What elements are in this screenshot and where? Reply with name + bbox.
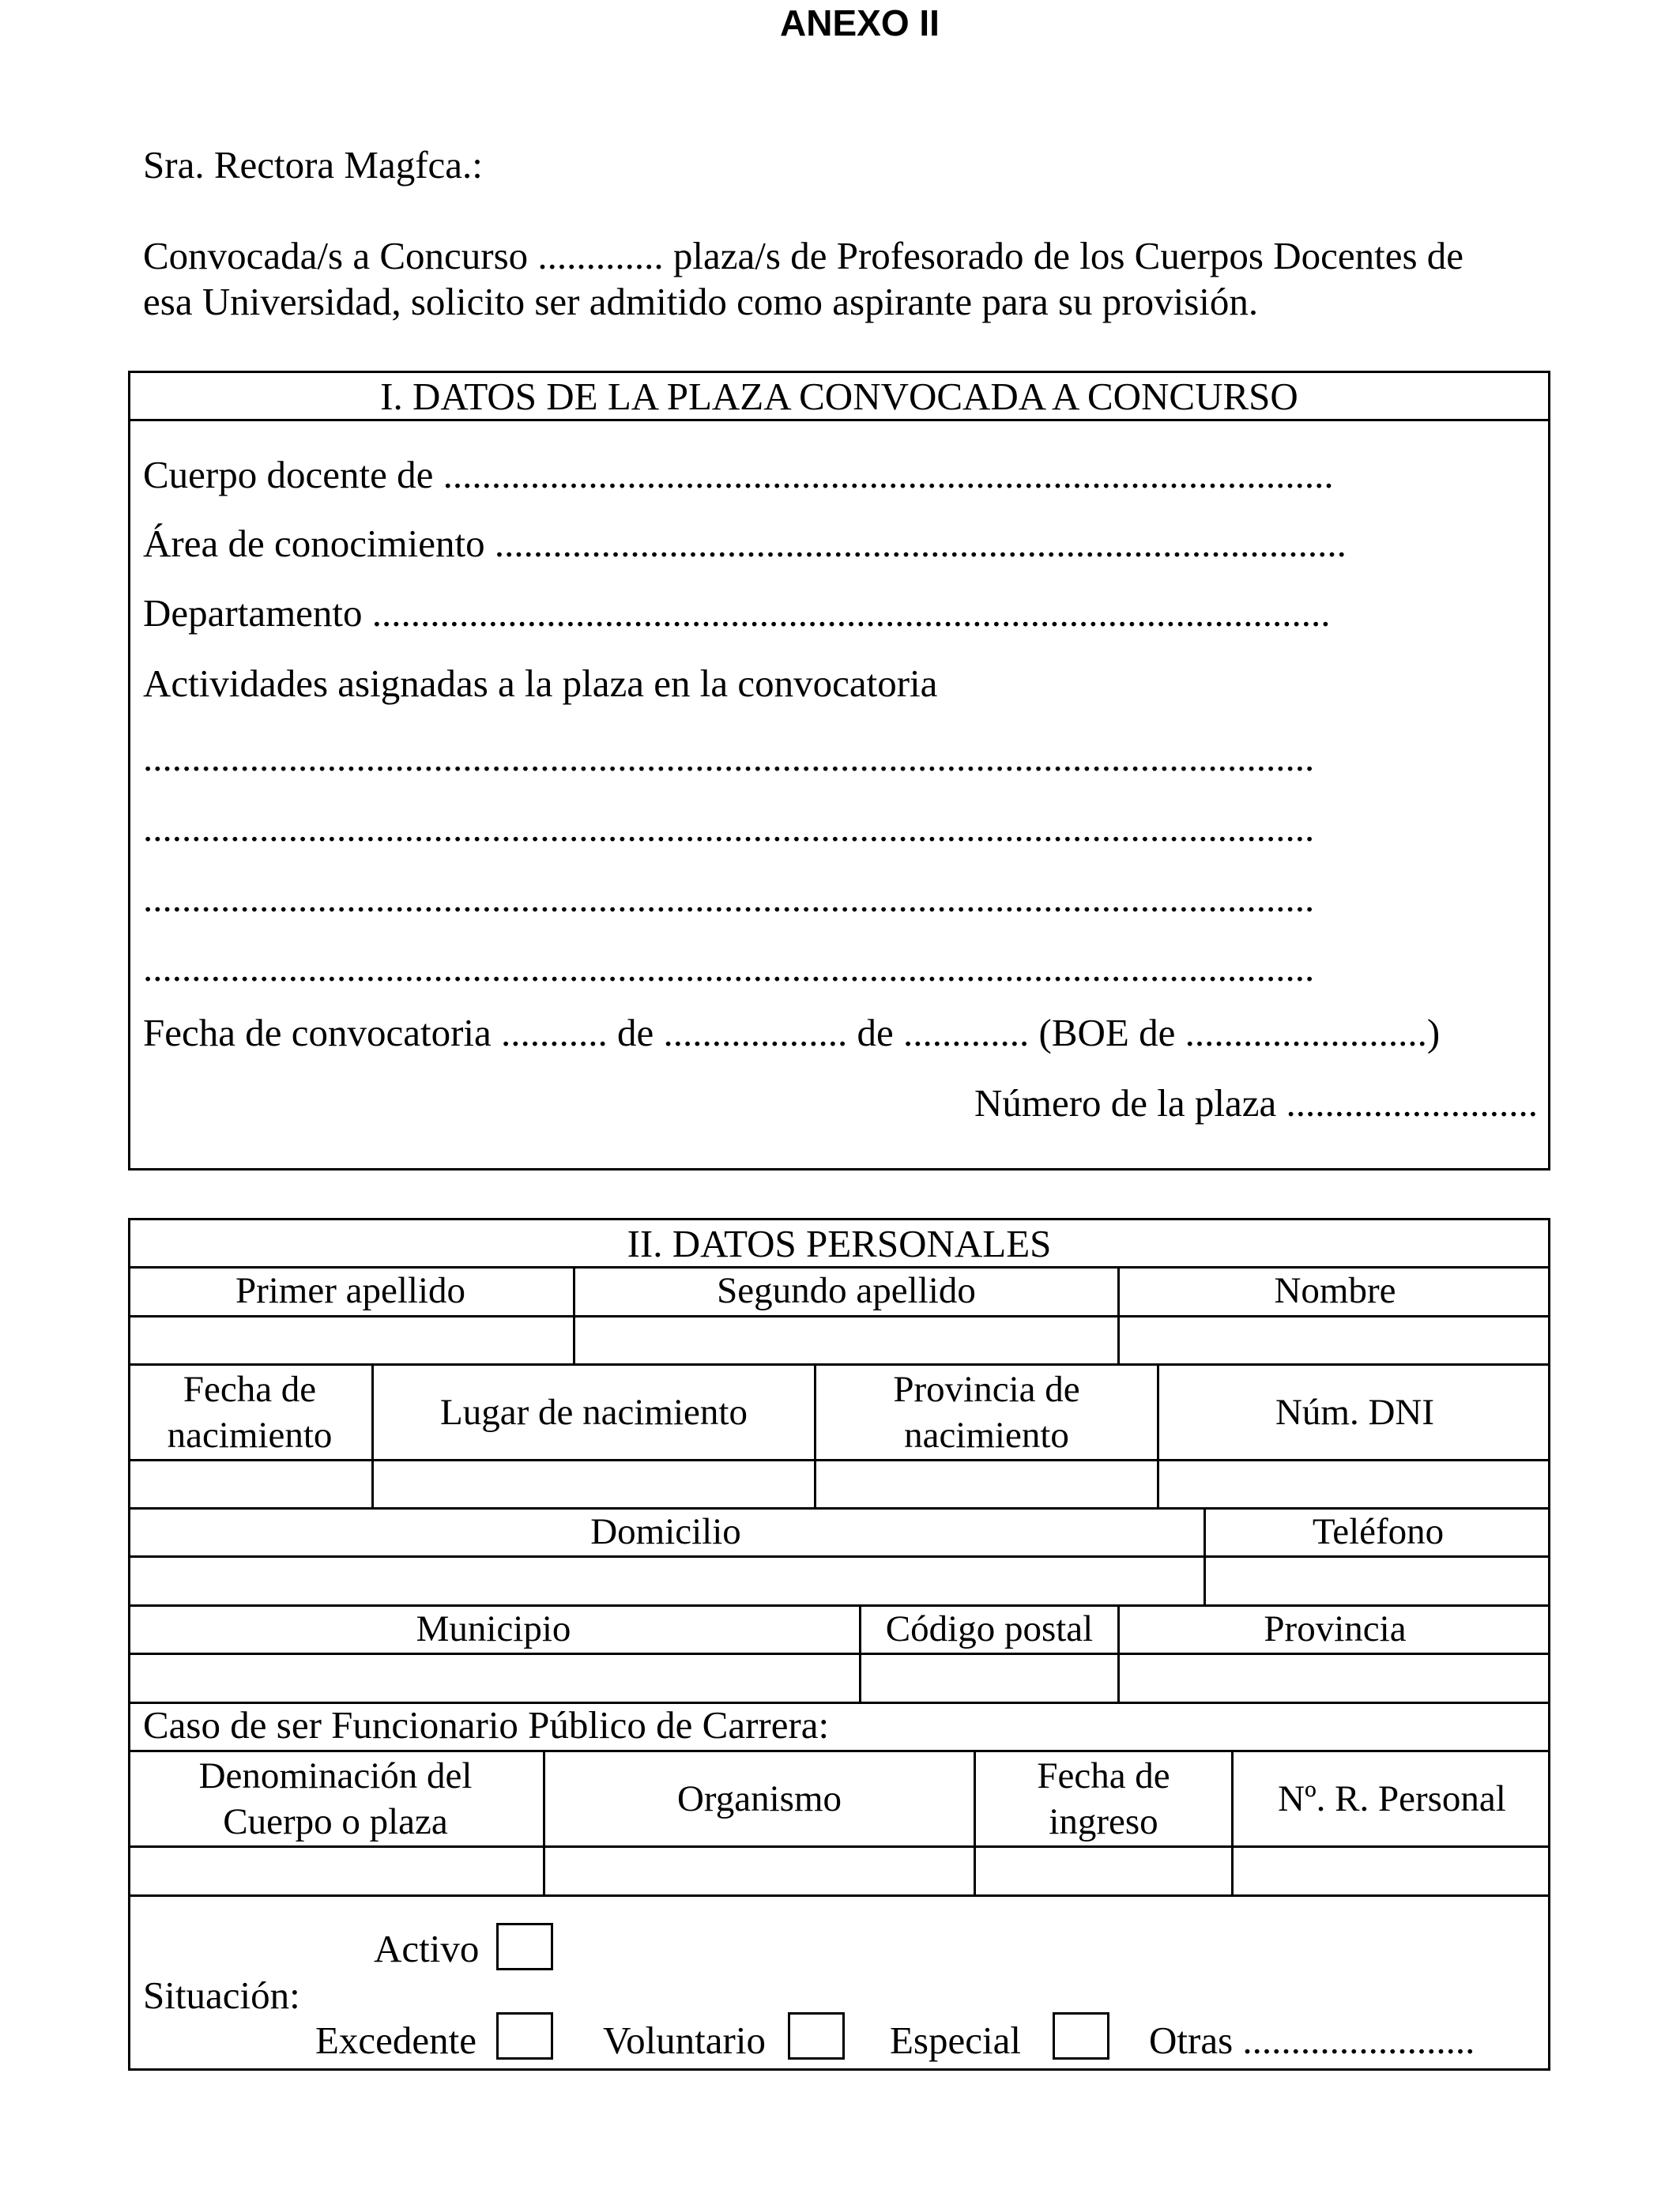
primer-apellido-input[interactable] — [130, 1318, 573, 1363]
otras-field[interactable]: Otras ........................ — [1149, 2019, 1475, 2062]
dni-input[interactable] — [1159, 1461, 1548, 1507]
denominacion-label-line-1: Denominación del — [198, 1755, 473, 1796]
lugar-nacimiento-input[interactable] — [374, 1461, 814, 1507]
nombre-label: Nombre — [1274, 1270, 1396, 1311]
actividades-line-3[interactable]: ......................................................................................................................... — [143, 876, 1315, 920]
fecha-nacimiento-input[interactable] — [130, 1461, 371, 1507]
primer-apellido-label: Primer apellido — [235, 1270, 466, 1311]
intro-line-2: esa Universidad, solicito ser admitido como aspirante para su provisión. — [143, 280, 1259, 323]
excedente-checkbox[interactable] — [496, 2012, 553, 2060]
area-conocimiento-field[interactable]: Área de conocimiento ........................................................................................ — [143, 522, 1347, 565]
provincia-nacimiento-input[interactable] — [816, 1461, 1157, 1507]
provincia-nacimiento-label-line-2: nacimiento — [904, 1415, 1069, 1456]
organismo-input[interactable] — [545, 1848, 974, 1894]
divider — [128, 1894, 1550, 1897]
section-personal-heading: II. DATOS PERSONALES — [627, 1222, 1052, 1265]
actividades-label: Actividades asignadas a la plaza en la convocatoria — [143, 662, 938, 705]
activo-checkbox[interactable] — [496, 1923, 553, 1970]
fecha-convocatoria-field[interactable]: Fecha de convocatoria ........... de ................... de ............. (BOE de .........................) — [143, 1011, 1441, 1054]
domicilio-input[interactable] — [130, 1558, 1203, 1604]
nrp-input[interactable] — [1234, 1848, 1548, 1894]
denominacion-input[interactable] — [130, 1848, 543, 1894]
telefono-label: Teléfono — [1312, 1510, 1445, 1552]
telefono-input[interactable] — [1206, 1558, 1548, 1604]
fecha-ingreso-input[interactable] — [976, 1848, 1231, 1894]
provincia-input[interactable] — [1120, 1655, 1548, 1702]
dni-label: Núm. DNI — [1275, 1392, 1435, 1433]
actividades-line-1[interactable]: ......................................................................................................................... — [143, 736, 1315, 779]
nombre-input[interactable] — [1120, 1318, 1548, 1363]
codigo-postal-input[interactable] — [861, 1655, 1117, 1702]
municipio-input[interactable] — [130, 1655, 859, 1702]
actividades-line-2[interactable]: ......................................................................................................................... — [143, 806, 1315, 850]
municipio-label: Municipio — [416, 1608, 571, 1649]
actividades-line-4[interactable]: ......................................................................................................................... — [143, 946, 1315, 990]
provincia-label: Provincia — [1264, 1608, 1407, 1649]
voluntario-label: Voluntario — [603, 2019, 766, 2062]
cuerpo-docente-field[interactable]: Cuerpo docente de ............................................................................................ — [143, 453, 1334, 496]
funcionario-label: Caso de ser Funcionario Público de Carrera: — [143, 1703, 830, 1747]
organismo-label: Organismo — [676, 1778, 842, 1819]
salutation: Sra. Rectora Magfca.: — [143, 143, 483, 187]
segundo-apellido-label: Segundo apellido — [717, 1270, 976, 1311]
fecha-ingreso-label — [976, 1752, 1231, 1845]
page-title: ANEXO II — [780, 2, 940, 43]
section-plaza-heading: I. DATOS DE LA PLAZA CONVOCADA A CONCURSO — [380, 375, 1298, 418]
fecha-nacimiento-label-line-2: nacimiento — [167, 1415, 333, 1456]
denominacion-label-line-2: Cuerpo o plaza — [223, 1801, 448, 1842]
fecha-nacimiento-label — [128, 1366, 371, 1459]
especial-label: Especial — [890, 2019, 1021, 2062]
intro-line-1: Convocada/s a Concurso ............. plaza/s de Profesorado de los Cuerpos Docentes de — [143, 234, 1464, 277]
fecha-ingreso-label-line-1: Fecha de — [1037, 1755, 1170, 1796]
segundo-apellido-input[interactable] — [575, 1318, 1117, 1363]
nrp-label: Nº. R. Personal — [1278, 1778, 1506, 1819]
lugar-nacimiento-label: Lugar de nacimiento — [440, 1392, 748, 1433]
fecha-ingreso-label-line-2: ingreso — [1049, 1801, 1158, 1842]
codigo-postal-label: Código postal — [885, 1608, 1094, 1649]
activo-label: Activo — [374, 1927, 480, 1970]
voluntario-checkbox[interactable] — [788, 2012, 845, 2060]
denominacion-label — [128, 1752, 543, 1845]
numero-plaza-field[interactable]: Número de la plaza .......................... — [974, 1081, 1538, 1125]
departamento-field[interactable]: Departamento ................................................................................................... — [143, 591, 1331, 635]
provincia-nacimiento-label-line-1: Provincia de — [893, 1369, 1080, 1410]
domicilio-label: Domicilio — [590, 1510, 741, 1552]
provincia-nacimiento-label — [816, 1366, 1157, 1459]
situacion-label: Situación: — [143, 1973, 300, 2017]
fecha-nacimiento-label-line-1: Fecha de — [183, 1369, 317, 1410]
excedente-label: Excedente — [315, 2019, 477, 2062]
especial-checkbox[interactable] — [1053, 2012, 1109, 2060]
